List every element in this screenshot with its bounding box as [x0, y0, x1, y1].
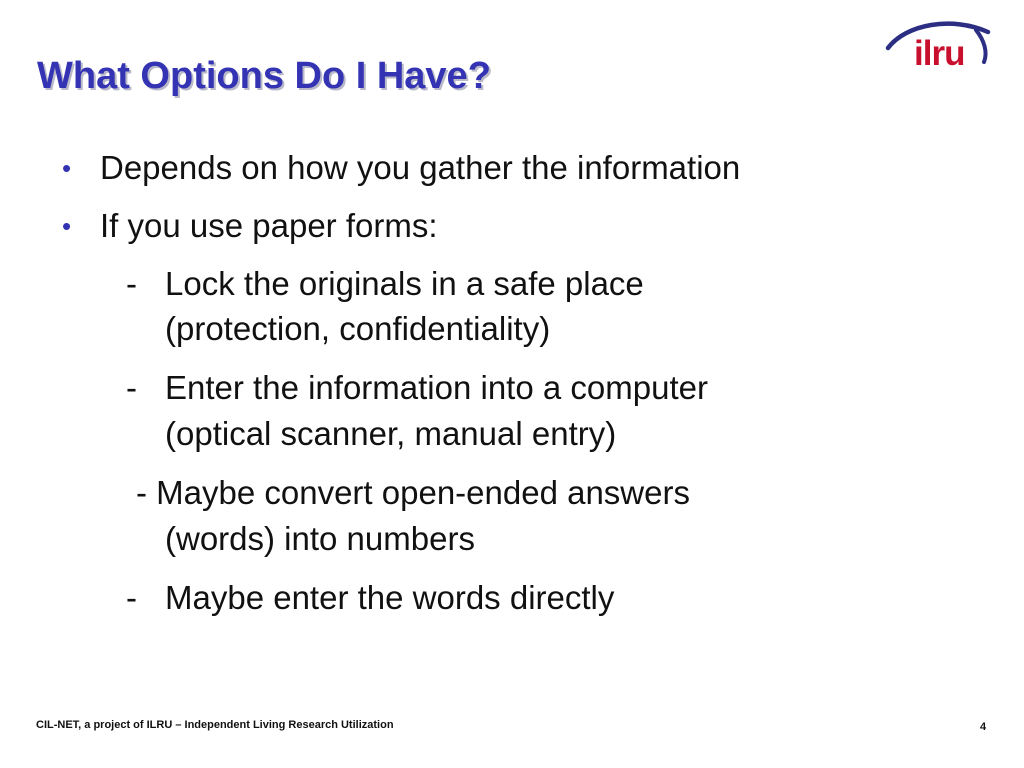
sub-item-text: Maybe enter the words directly	[165, 579, 615, 616]
logo-text: ilru	[914, 34, 965, 73]
sub-item-marker: -	[126, 265, 137, 302]
sub-item-text-continued: (words) into numbers	[165, 520, 475, 557]
page-number: 4	[980, 721, 987, 733]
sub-item-text: - Maybe convert open-ended answers	[136, 474, 690, 511]
sub-item-text-continued: (optical scanner, manual entry)	[165, 415, 617, 452]
slide-title: What Options Do I Have?	[37, 55, 491, 97]
bullet-marker: •	[62, 211, 72, 241]
footer-text: CIL-NET, a project of ILRU – Independent Living Research Utilization	[36, 719, 394, 731]
sub-item-text-continued: (protection, confidentiality)	[165, 310, 551, 347]
sub-item-marker: -	[126, 579, 137, 616]
bullet-text: Depends on how you gather the information	[100, 149, 741, 186]
sub-item-text: Enter the information into a computer	[165, 369, 708, 406]
sub-item-text: Lock the originals in a safe place	[165, 265, 644, 302]
sub-item-marker: -	[126, 369, 137, 406]
bullet-text: If you use paper forms:	[100, 207, 438, 244]
bullet-marker: •	[62, 153, 72, 183]
